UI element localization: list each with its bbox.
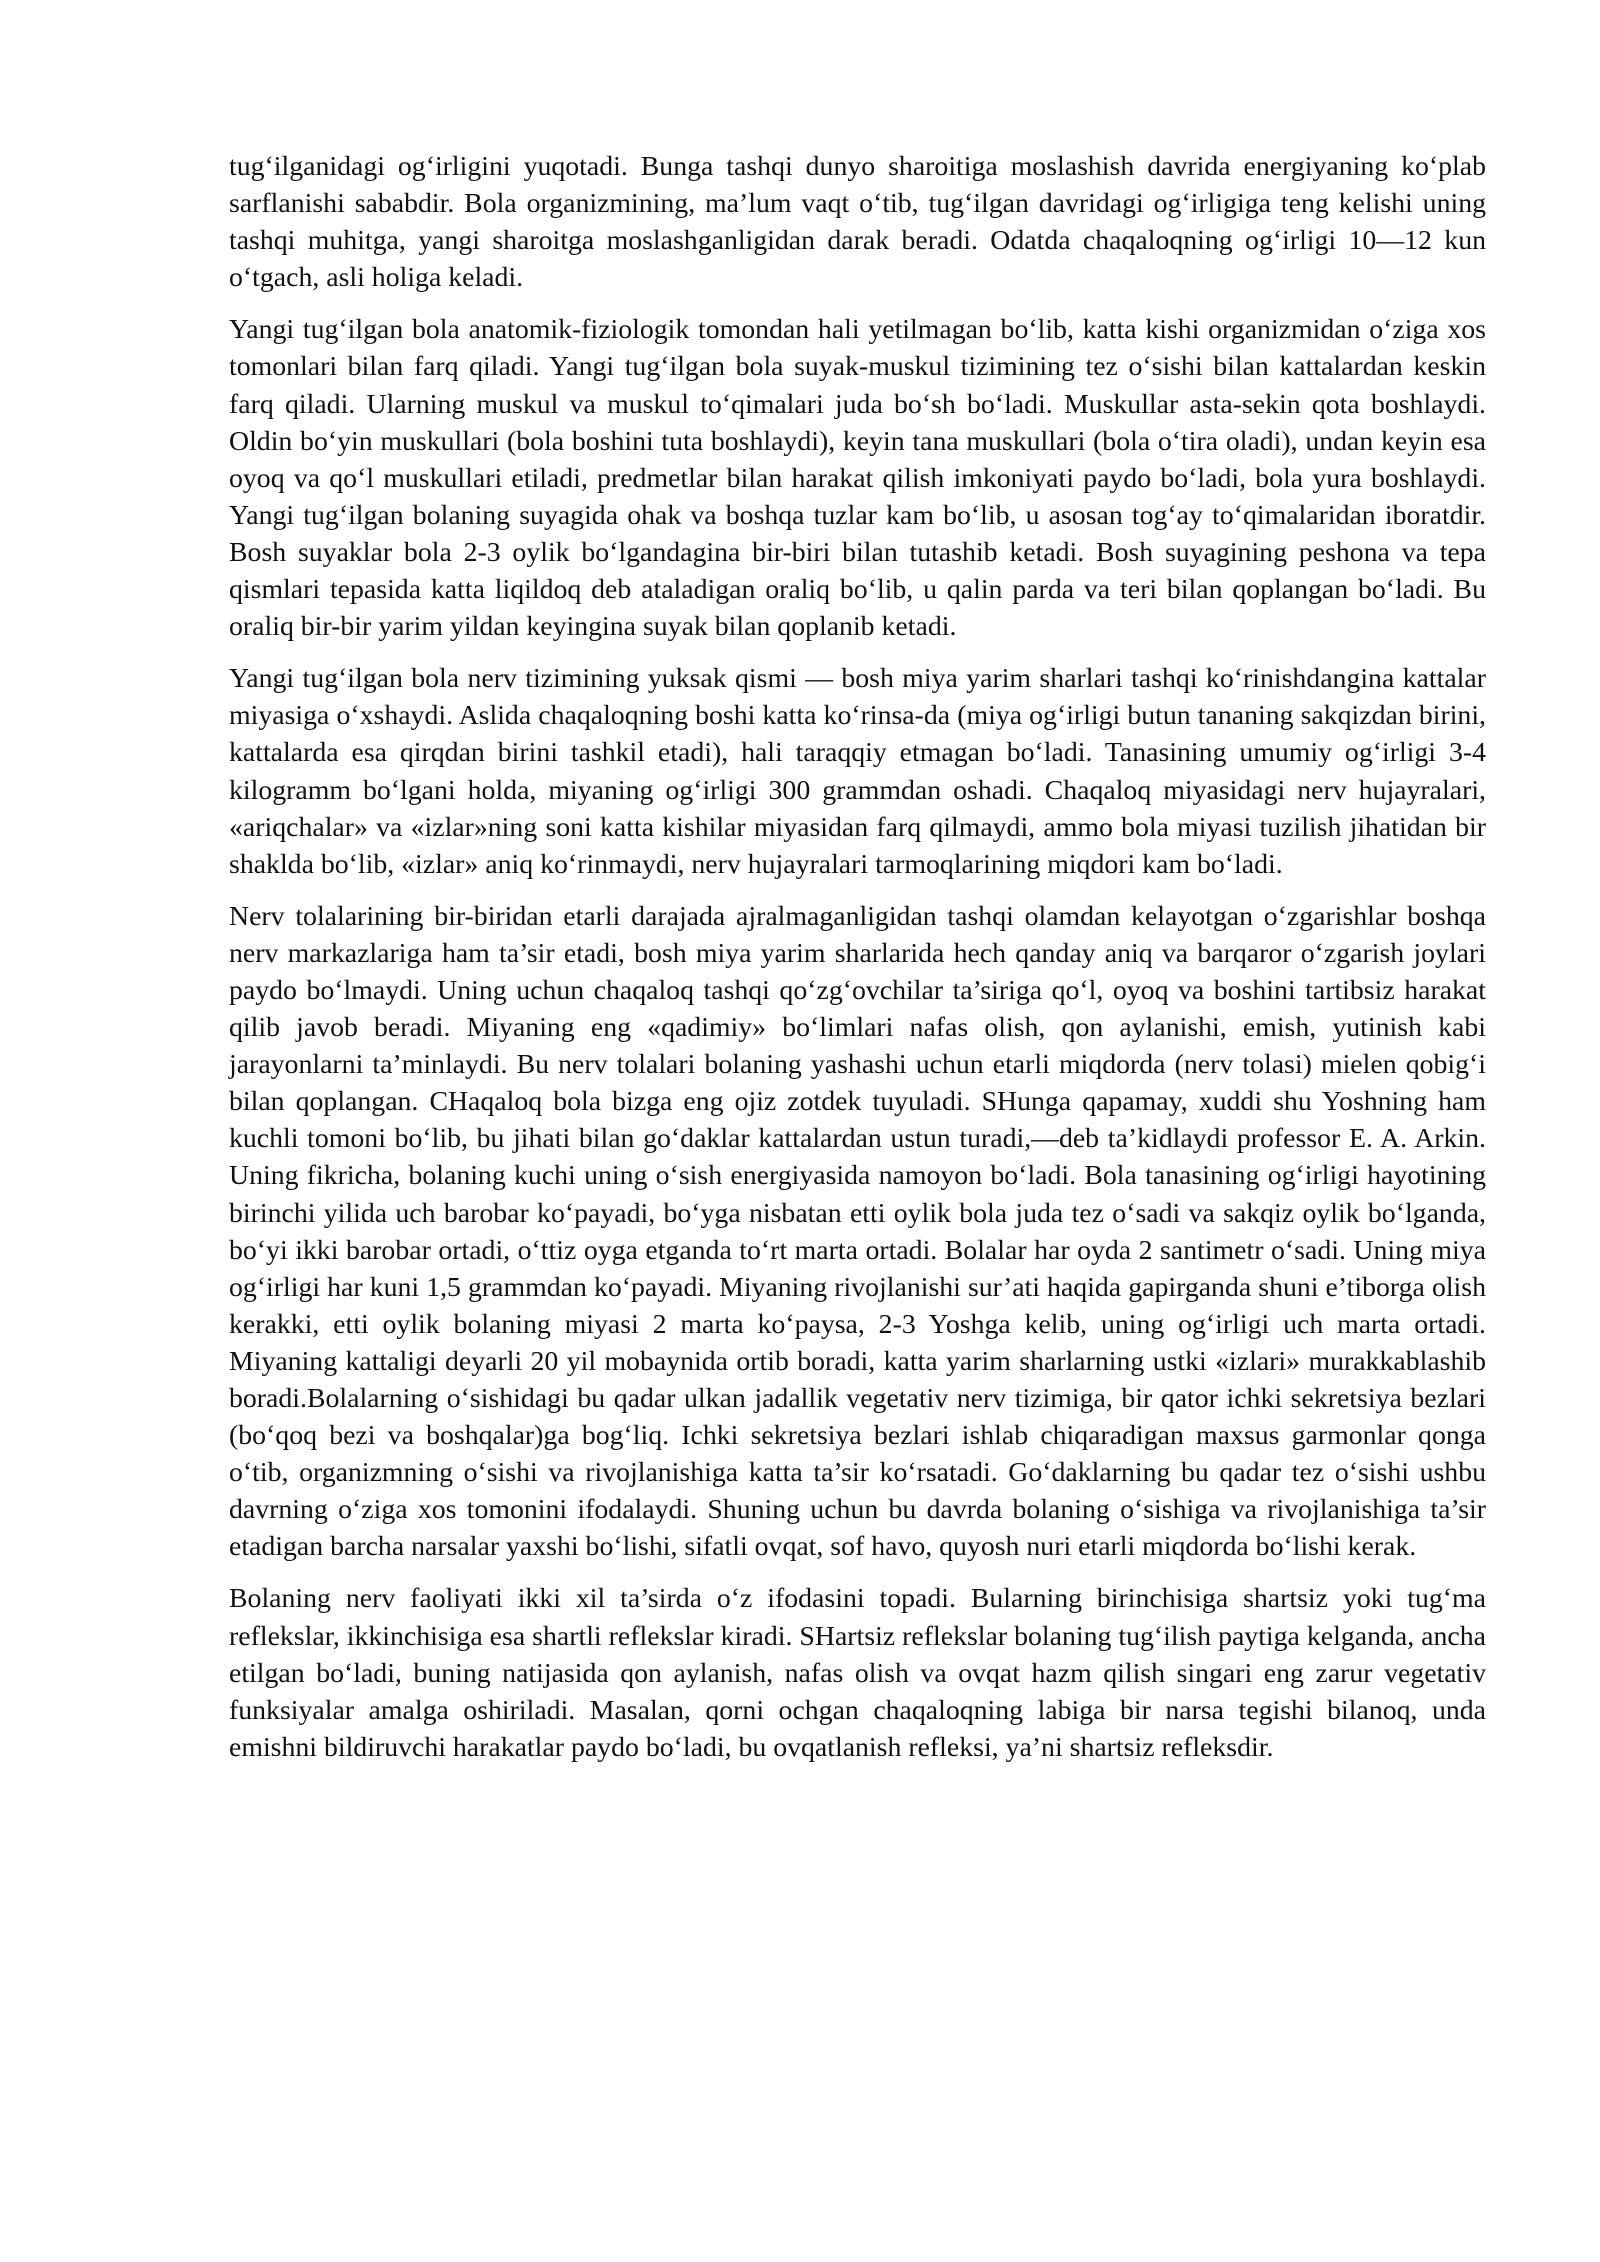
paragraph-5: Bolaning nerv faoliyati ikki xil ta’sirda o‘z ifodasini topadi. Bularning birinchisiga shartsiz yoki tug‘ma reflekslar, ikkinchisiga esa shartli reflekslar kiradi. SHartsiz reflekslar bolaning tug‘ilish paytiga kelganda, ancha etilgan bo‘ladi, buning natijasida qon aylanish, nafas olish va ovqat hazm qilish singari eng zarur vegetativ funksiyalar amalga oshiriladi. Masalan, qorni ochgan chaqaloqning labiga bir narsa tegishi bilanoq, unda emishni bildiruvchi harakatlar paydo bo‘ladi, bu ovqatlanish refleksi, ya’ni shartsiz refleksdir. — [229, 1583, 1486, 1763]
paragraph-3: Yangi tug‘ilgan bola nerv tizimining yuksak qismi — bosh miya yarim sharlari tashqi ko‘rinishdangina kattalar miyasiga o‘xshaydi. Aslida chaqaloqning boshi katta ko‘rinsa-da (miya og‘irligi butun tananing sakqizdan birini, kattalarda esa qirqdan birini tashkil etadi), hali taraqqiy etmagan bo‘ladi. Tanasining umumiy og‘irligi 3-4 kilogramm bo‘lgani holda, miyaning og‘irligi 300 grammdan oshadi. Chaqaloq miyasidagi nerv hujayralari, «ariqchalar» va «izlar»ning soni katta kishilar miyasidan farq qilmaydi, ammo bola miyasi tuzilish jihatidan bir shaklda bo‘lib, «izlar» aniq ko‘rinmaydi, nerv hujayralari tarmoqlarining miqdori kam bo‘ladi. — [229, 663, 1486, 880]
paragraph-1: tug‘ilganidagi og‘irligini yuqotadi. Bunga tashqi dunyo sharoitiga moslashish davrida energiyaning ko‘plab sarflanishi sababdir. Bola organizmining, ma’lum vaqt o‘tib, tug‘ilgan davridagi og‘irligiga teng kelishi uning tashqi muhitga, yangi sharoitga moslashganligidan darak beradi. Odatda chaqaloqning og‘irligi 10—12 kun o‘tgach, asli holiga keladi. — [229, 151, 1486, 294]
paragraph-4: Nerv tolalarining bir-biridan etarli darajada ajralmaganligidan tashqi olamdan kelayotgan o‘zgarishlar boshqa nerv markazlariga ham ta’sir etadi, bosh miya yarim sharlarida hech qanday aniq va barqaror o‘zgarish joylari paydo bo‘lmaydi. Uning uchun chaqaloq tashqi qo‘zg‘ovchilar ta’siriga qo‘l, oyoq va boshini tartibsiz harakat qilib javob beradi. Miyaning eng «qadimiy» bo‘limlari nafas olish, qon aylanishi, emish, yutinish kabi jarayonlarni ta’minlaydi. Bu nerv tolalari bolaning yashashi uchun etarli miqdorda (nerv tolasi) mielen qobig‘i bilan qoplangan. CHaqaloq bola bizga eng ojiz zotdek tuyuladi. SHunga qapamay, xuddi shu Yoshning ham kuchli tomoni bo‘lib, bu jihati bilan go‘daklar kattalardan ustun turadi,—deb ta’kidlaydi professor E. A. Arkin. Uning fikricha, bolaning kuchi uning o‘sish energiyasida namoyon bo‘ladi. Bola tanasining og‘irligi hayotining birinchi yilida uch barobar ko‘payadi, bo‘yga nisbatan etti oylik bola juda tez o‘sadi va sakqiz oylik bo‘lganda, bo‘yi ikki barobar ortadi, o‘ttiz oyga etganda to‘rt marta ortadi. Bolalar har oyda 2 santimetr o‘sadi. Uning miya og‘irligi har kuni 1,5 grammdan ko‘payadi. Miyaning rivojlanishi sur’ati haqida gapirganda shuni e’tiborga olish kerakki, etti oylik bolaning miyasi 2 marta ko‘paysa, 2-3 Yoshga kelib, uning og‘irligi uch marta ortadi. Miyaning kattaligi deyarli 20 yil mobaynida ortib boradi, katta yarim sharlarning ustki «izlari» murakkablashib boradi.Bolalarning o‘sishidagi bu qadar ulkan jadallik vegetativ nerv tizimiga, bir qator ichki sekretsiya bezlari (bo‘qoq bezi va boshqalar)ga bog‘liq. Ichki sekretsiya bezlari ishlab chiqaradigan maxsus garmonlar qonga o‘tib, organizmning o‘sishi va rivojlanishiga katta ta’sir ko‘rsatadi. Go‘daklarning bu qadar tez o‘sishi ushbu davrning o‘ziga xos tomonini ifodalaydi. Shuning uchun bu davrda bolaning o‘sishiga va rivojlanishiga ta’sir etadigan barcha narsalar yaxshi bo‘lishi, sifatli ovqat, sof havo, quyosh nuri etarli miqdorda bo‘lishi kerak. — [229, 900, 1486, 1563]
document-page — [229, 148, 1486, 1781]
paragraph-2: Yangi tug‘ilgan bola anatomik-fiziologik tomondan hali yetilmagan bo‘lib, katta kishi organizmidan o‘ziga xos tomonlari bilan farq qiladi. Yangi tug‘ilgan bola suyak-muskul tizimining tez o‘sishi bilan kattalardan keskin farq qiladi. Ularning muskul va muskul to‘qimalari juda bo‘sh bo‘ladi. Muskullar asta-sekin qota boshlaydi. Oldin bo‘yin muskullari (bola boshini tuta boshlaydi), keyin tana muskullari (bola o‘tira oladi), undan keyin esa oyoq va qo‘l muskullari etiladi, predmetlar bilan harakat qilish imkoniyati paydo bo‘ladi, bola yura boshlaydi. Yangi tug‘ilgan bolaning suyagida ohak va boshqa tuzlar kam bo‘lib, u asosan tog‘ay to‘qimalaridan iboratdir. Bosh suyaklar bola 2-3 oylik bo‘lgandagina bir-biri bilan tutashib ketadi. Bosh suyagining peshona va tepa qismlari tepasida katta liqildoq deb ataladigan oraliq bo‘lib, u qalin parda va teri bilan qoplangan bo‘ladi. Bu oraliq bir-bir yarim yildan keyingina suyak bilan qoplanib ketadi. — [229, 314, 1486, 643]
